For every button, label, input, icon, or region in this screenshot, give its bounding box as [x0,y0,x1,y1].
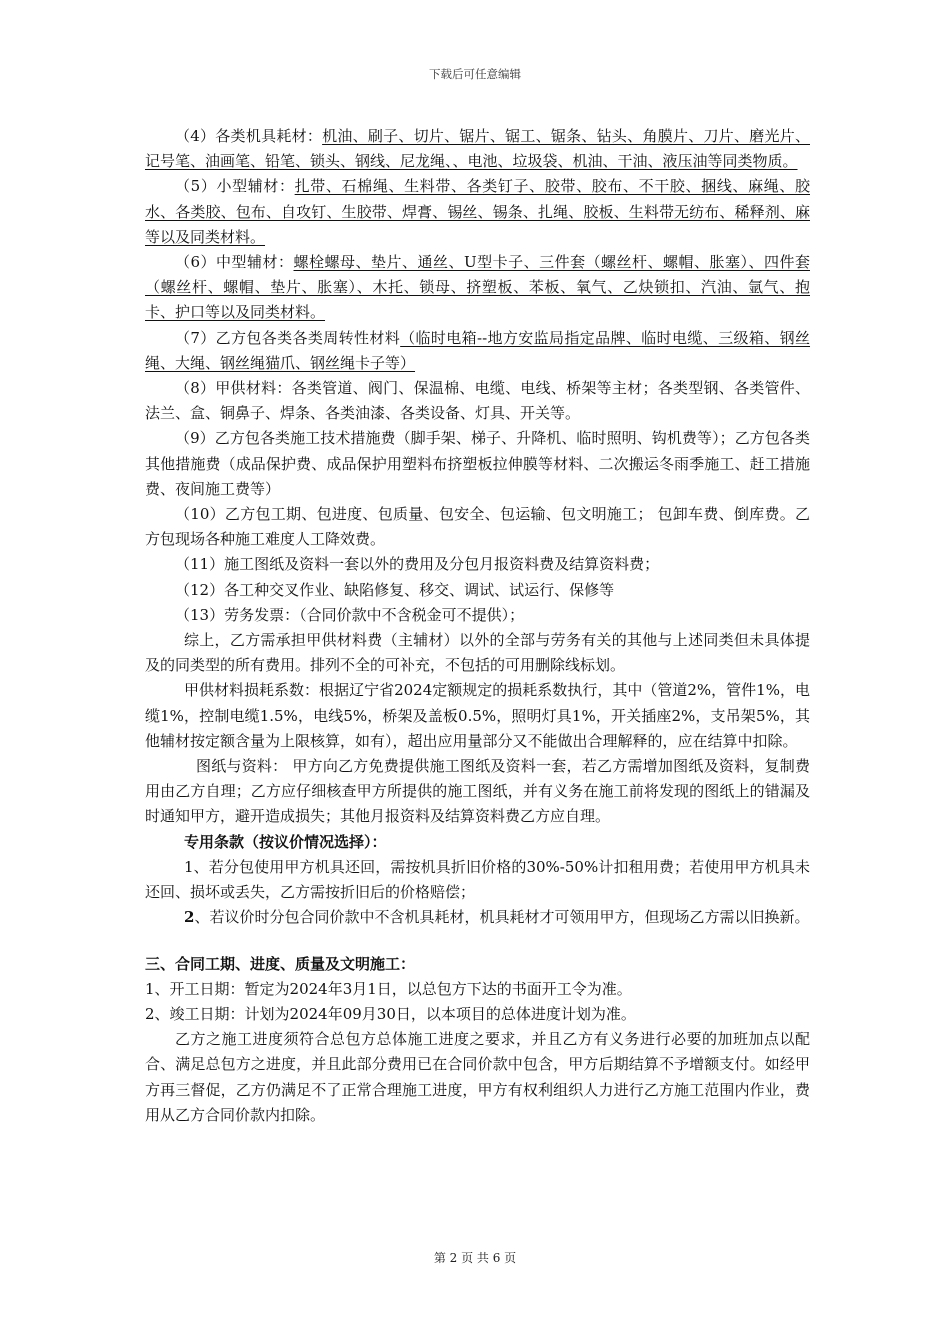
special-clause-2-number: 2 [184,908,195,927]
page-footer: 第 2 页 共 6 页 [433,1251,517,1265]
item-5-lead: （5）小型辅材： [175,177,295,196]
item-7-lead: （7）乙方包各类各类周转性材料 [175,328,401,347]
item-7-list: （临时电箱--地方安监局指定品牌、临时电缆、三级箱、钢丝绳、大绳、钢丝绳猫爪、钢丝绳卡子等） [145,328,811,372]
item-12: （12）各工种交叉作业、缺陷修复、移交、调试、试运行、保修等 [175,580,615,599]
item-7 [145,326,810,376]
item-6-list: 螺栓螺母、垫片、通丝、U型卡子、三件套（螺丝杆、螺帽、胀塞）、四件套（螺丝杆、螺帽、垫片、胀塞）、木托、锁母、挤塑板、苯板、氧气、乙炔锁扣、汽油、氩气、抱卡、护口等以及同类材料。 [145,253,810,322]
completion-date: 2、竣工日期：计划为2024年09月30日，以本项目的总体进度计划为准。 [145,1004,636,1023]
item-11: （11）施工图纸及资料一套以外的费用及分包月报资料费及结算资料费； [175,555,660,574]
start-date: 1、开工日期：暂定为2024年3月1日，以总包方下达的书面开工令为准。 [145,979,632,998]
item-4 [145,124,810,174]
document-body [145,124,810,1128]
item-6 [145,250,810,326]
special-terms-title: 专用条款（按议价情况选择）： [184,832,387,851]
item-5-list: 扎带、石棉绳、生料带、各类钉子、胶带、胶布、不干胶、捆线、麻绳、胶水、各类胶、包布、自攻钉、生胶带、焊膏、锡丝、锡条、扎绳、胶板、生料带无纺布、稀释剂、麻等以及同类材料。 [145,177,810,246]
section-3-title: 三、合同工期、进度、质量及文明施工： [145,954,416,973]
special-clause-1: 1、若分包使用甲方机具还回，需按机具折旧价格的30%-50%计扣租用费；若使用甲方机具未还回、损坏或丢失，乙方需按折旧后的价格赔偿； [145,857,810,902]
special-clause-2-text: 、若议价时分包合同价款中不含机具耗材，机具耗材才可领用甲方，但现场乙方需以旧换新。 [194,908,810,927]
spacer [145,931,810,952]
item-8: （8）甲供材料：各类管道、阀门、保温棉、电缆、电线、桥架等主材；各类型钢、各类管件、法兰、盒、铜鼻子、焊条、各类油漆、各类设备、灯具、开关等。 [145,379,810,423]
item-4-list: 机油、刷子、切片、锯片、锯工、锯条、钻头、角膜片、刀片、磨光片、记号笔、油画笔、铅笔、锁头、钢线、尼龙绳、、电池、垃圾袋、机油、干油、液压油等同类物质。 [145,127,810,171]
loss-coefficient-paragraph: 甲供材料损耗系数：根据辽宁省2024定额规定的损耗系数执行，其中（管道2%，管件1%，电缆1%，控制电缆1.5%，电线5%，桥架及盖板0.5%，照明灯具1%，开关插座2%，支吊架5%，其他辅材按定额含量为上限核算，如有），超出应用量部分又不能做出合理解释的，应在结算中扣除。 [145,681,810,750]
special-clause-2 [145,905,810,930]
drawings-paragraph: 图纸与资料： 甲方向乙方免费提供施工图纸及资料一套，若乙方需增加图纸及资料，复制费用由乙方自理；乙方应仔细核查甲方所提供的施工图纸，并有义务在施工前将发现的图纸上的错漏及时通知甲方，避开造成损失；其他月报资料及结算资料费乙方应自理。 [145,757,810,826]
item-10: （10）乙方包工期、包进度、包质量、包安全、包运输、包文明施工； 包卸车费、倒库费。乙方包现场各种施工难度人工降效费。 [145,505,810,549]
summary-paragraph: 综上，乙方需承担甲供材料费（主辅材）以外的全部与劳务有关的其他与上述同类但未具体提及的同类型的所有费用。排列不全的可补充，不包括的可用删除线标划。 [145,631,810,675]
item-9: （9）乙方包各类施工技术措施费（脚手架、梯子、升降机、临时照明、钩机费等）；乙方包各类其他措施费（成品保护费、成品保护用塑料布挤塑板拉伸膜等材料、二次搬运冬雨季施工、赶工措施费、夜间施工费等） [145,429,810,498]
item-5 [145,174,810,250]
item-13: （13）劳务发票：（合同价款中不含税金可不提供）； [175,605,525,624]
page-header: 下载后可任意编辑 [429,67,521,81]
item-4-lead: （4）各类机具耗材： [175,127,323,145]
progress-paragraph: 乙方之施工进度须符合总包方总体施工进度之要求，并且乙方有义务进行必要的加班加点以配合、满足总包方之进度，并且此部分费用已在合同价款中包含，甲方后期结算不予增额支付。如经甲方再三督促，乙方仍满足不了正常合理施工进度，甲方有权利组织人力进行乙方施工范围内作业，费用从乙方合同价款内扣除。 [145,1030,810,1124]
item-6-lead: （6）中型辅材： [175,253,294,272]
